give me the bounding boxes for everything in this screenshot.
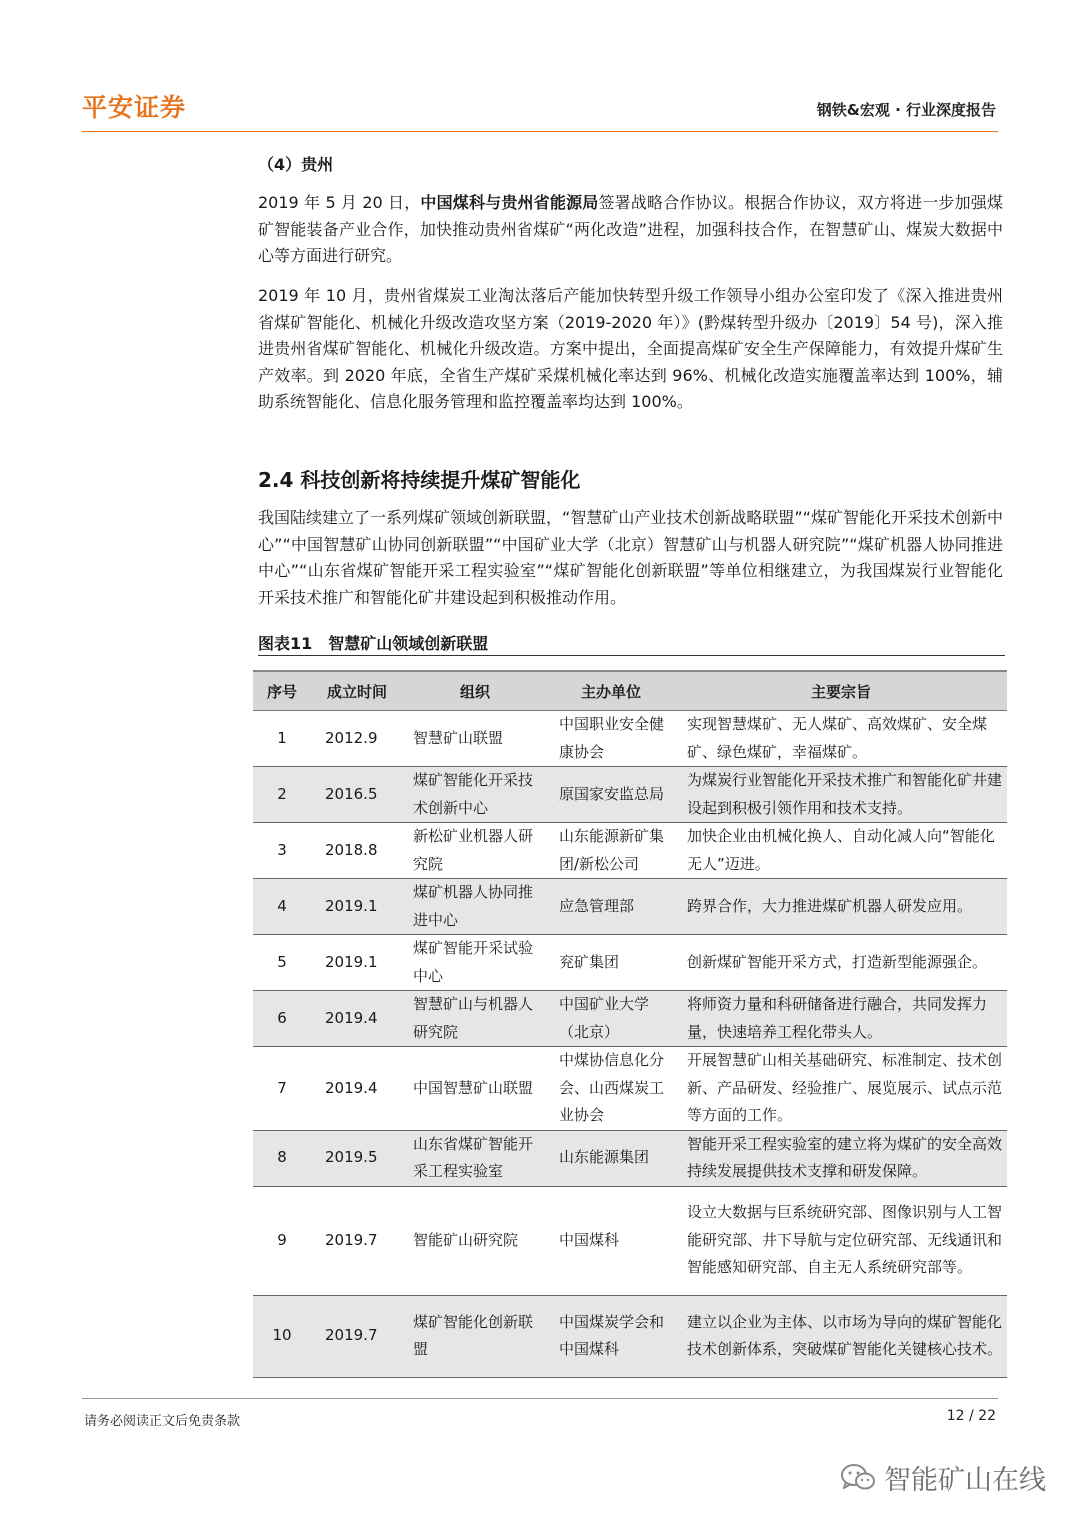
cell-index: 4 bbox=[253, 879, 311, 935]
cell-organization: 智能矿山研究院 bbox=[403, 1186, 547, 1295]
table-row bbox=[253, 1130, 1007, 1186]
cell-host: 原国家安监总局 bbox=[547, 767, 675, 823]
cell-date: 2019.7 bbox=[311, 1295, 403, 1377]
header-index: 序号 bbox=[253, 671, 311, 711]
header-date: 成立时间 bbox=[311, 671, 403, 711]
footer-divider bbox=[82, 1398, 998, 1399]
table-row bbox=[253, 879, 1007, 935]
cell-purpose: 将师资力量和科研储备进行融合，共同发挥力量，快速培养工程化带头人。 bbox=[675, 991, 1007, 1047]
cell-purpose: 设立大数据与巨系统研究部、图像识别与人工智能研究部、井下导航与定位研究部、无线通讯和智能感知研究部、自主无人系统研究部等。 bbox=[675, 1186, 1007, 1295]
cell-host: 中国煤科 bbox=[547, 1186, 675, 1295]
table-row bbox=[253, 1295, 1007, 1377]
cell-date: 2019.1 bbox=[311, 935, 403, 991]
wechat-icon bbox=[840, 1463, 876, 1493]
cell-organization: 新松矿业机器人研究院 bbox=[403, 823, 547, 879]
cell-organization: 山东省煤矿智能开采工程实验室 bbox=[403, 1130, 547, 1186]
guizhou-paragraph-1: 2019 年 5 月 20 日，中国煤科与贵州省能源局签署战略合作协议。根据合作协议，双方将进一步加强煤矿智能装备产业合作，加快推动贵州省煤矿“两化改造”进程，加强科技合作，在智慧矿山、煤炭大数据中心等方面进行研究。 bbox=[258, 193, 1003, 265]
cell-index: 7 bbox=[253, 1047, 311, 1131]
table-row bbox=[253, 1186, 1007, 1295]
cell-purpose: 为煤炭行业智能化开采技术推广和智能化矿井建设起到积极引领作用和技术支持。 bbox=[675, 767, 1007, 823]
footer-disclaimer: 请务必阅读正文后免责条款 bbox=[84, 1414, 241, 1429]
report-type: 钢铁&宏观 · 行业深度报告 bbox=[816, 101, 996, 119]
section-paragraph: 我国陆续建立了一系列煤矿领域创新联盟，“智慧矿山产业技术创新战略联盟”“煤矿智能化开采技术创新中心”“中国智慧矿山协同创新联盟”“中国矿业大学（北京）智慧矿山与机器人研究院”“煤矿机器人协同推进中心”“山东省煤矿智能开采工程实验室”“煤矿智能化创新联盟”等单位相继建立，为我国煤炭行业智能化开采技术推广和智能化矿井建设起到积极推动作用。 bbox=[258, 508, 1003, 607]
header-purpose: 主要宗旨 bbox=[675, 671, 1007, 711]
figure-caption bbox=[258, 631, 1005, 656]
cell-date: 2012.9 bbox=[311, 711, 403, 767]
page-number: 12 / 22 bbox=[946, 1408, 996, 1424]
cell-host: 中煤协信息化分会、山西煤炭工业协会 bbox=[547, 1047, 675, 1131]
guizhou-paragraph-2: 2019 年 10 月，贵州省煤炭工业淘汰落后产能加快转型升级工作领导小组办公室印发了《深入推进贵州省煤矿智能化、机械化升级改造攻坚方案（2019-2020 年）》(黔煤转型升级办〔2019〕54 号)，深入推进贵州省煤矿智能化、机械化升级改造。方案中提出，全面提高煤矿安全生产保障能力，有效提升煤矿生产效率。到 2020 年底，全省生产煤矿采煤机械化率达到 96%、机械化改造实施覆盖率达到 100%，辅助系统智能化、信息化服务管理和监控覆盖率均达到 100%。 bbox=[258, 286, 1003, 411]
cell-date: 2016.5 bbox=[311, 767, 403, 823]
table-row bbox=[253, 823, 1007, 879]
cell-purpose: 创新煤矿智能开采方式，打造新型能源强企。 bbox=[675, 935, 1007, 991]
cell-index: 6 bbox=[253, 991, 311, 1047]
table-row bbox=[253, 1047, 1007, 1131]
table-header-row bbox=[253, 671, 1007, 711]
cell-host: 山东能源集团 bbox=[547, 1130, 675, 1186]
cell-index: 1 bbox=[253, 711, 311, 767]
cell-index: 3 bbox=[253, 823, 311, 879]
table-row bbox=[253, 711, 1007, 767]
cell-date: 2019.4 bbox=[311, 1047, 403, 1131]
cell-organization: 智慧矿山与机器人研究院 bbox=[403, 991, 547, 1047]
cell-date: 2019.1 bbox=[311, 879, 403, 935]
cell-date: 2019.5 bbox=[311, 1130, 403, 1186]
cell-index: 5 bbox=[253, 935, 311, 991]
alliance-table bbox=[253, 670, 1007, 1378]
table-row bbox=[253, 991, 1007, 1047]
cell-host: 兖矿集团 bbox=[547, 935, 675, 991]
cell-organization: 煤矿智能化开采技术创新中心 bbox=[403, 767, 547, 823]
cell-index: 10 bbox=[253, 1295, 311, 1377]
cell-host: 中国煤炭学会和中国煤科 bbox=[547, 1295, 675, 1377]
cell-date: 2019.7 bbox=[311, 1186, 403, 1295]
section-title: 2.4 科技创新将持续提升煤矿智能化 bbox=[258, 468, 581, 492]
cell-date: 2018.8 bbox=[311, 823, 403, 879]
cell-purpose: 智能开采工程实验室的建立将为煤矿的安全高效持续发展提供技术支撑和研发保障。 bbox=[675, 1130, 1007, 1186]
table-row bbox=[253, 935, 1007, 991]
cell-date: 2019.4 bbox=[311, 991, 403, 1047]
cell-organization: 中国智慧矿山联盟 bbox=[403, 1047, 547, 1131]
cell-host: 中国职业安全健康协会 bbox=[547, 711, 675, 767]
cell-index: 8 bbox=[253, 1130, 311, 1186]
cell-host: 中国矿业大学（北京） bbox=[547, 991, 675, 1047]
guizhou-subheading: （4）贵州 bbox=[258, 155, 334, 174]
watermark-text: 智能矿山在线 bbox=[884, 1465, 1046, 1496]
table-row bbox=[253, 767, 1007, 823]
cell-purpose: 建立以企业为主体、以市场为导向的煤矿智能化技术创新体系，突破煤矿智能化关键核心技术。 bbox=[675, 1295, 1007, 1377]
header-organization: 组织 bbox=[403, 671, 547, 711]
watermark bbox=[840, 1458, 1046, 1497]
cell-purpose: 跨界合作，大力推进煤矿机器人研发应用。 bbox=[675, 879, 1007, 935]
cell-organization: 煤矿智能化创新联盟 bbox=[403, 1295, 547, 1377]
cell-purpose: 加快企业由机械化换人、自动化减人向“智能化无人”迈进。 bbox=[675, 823, 1007, 879]
cell-host: 应急管理部 bbox=[547, 879, 675, 935]
cell-host: 山东能源新矿集团/新松公司 bbox=[547, 823, 675, 879]
cell-organization: 煤矿智能开采试验中心 bbox=[403, 935, 547, 991]
cell-purpose: 开展智慧矿山相关基础研究、标准制定、技术创新、产品研发、经验推广、展览展示、试点示范等方面的工作。 bbox=[675, 1047, 1007, 1131]
cell-index: 2 bbox=[253, 767, 311, 823]
cell-purpose: 实现智慧煤矿、无人煤矿、高效煤矿、安全煤矿、绿色煤矿，幸福煤矿。 bbox=[675, 711, 1007, 767]
cell-index: 9 bbox=[253, 1186, 311, 1295]
figure-title: 智慧矿山领域创新联盟 bbox=[328, 634, 489, 653]
brand-logo: 平安证券 bbox=[82, 93, 187, 122]
header-divider bbox=[82, 131, 998, 132]
figure-label: 图表11 bbox=[258, 634, 313, 653]
cell-organization: 煤矿机器人协同推进中心 bbox=[403, 879, 547, 935]
cell-organization: 智慧矿山联盟 bbox=[403, 711, 547, 767]
header-host: 主办单位 bbox=[547, 671, 675, 711]
